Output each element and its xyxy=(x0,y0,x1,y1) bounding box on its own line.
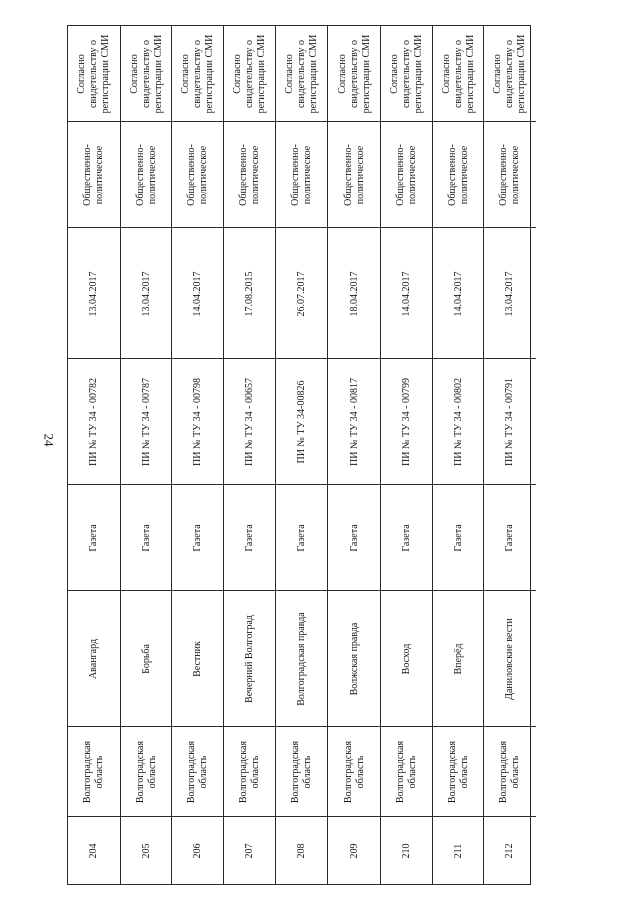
basis-text: Согласно свидетельству о регистрации СМИ xyxy=(336,34,372,113)
cell-region xyxy=(381,726,433,817)
cell-reg xyxy=(121,358,172,485)
cell-num xyxy=(121,816,172,885)
cell-topic xyxy=(433,121,484,228)
num-text: 208 xyxy=(296,843,307,859)
name-text: Вечерний Волгоград xyxy=(244,615,255,703)
cell-name xyxy=(172,590,224,727)
basis-text: Согласно свидетельству о регистрации СМИ xyxy=(492,34,527,113)
region-text: Волгоградская область xyxy=(395,740,418,804)
date-text: 14.04.2017 xyxy=(192,271,203,316)
basis-text: Согласно свидетельству о регистрации СМИ xyxy=(76,34,111,113)
cell-name xyxy=(276,590,328,727)
cell-num xyxy=(224,816,276,885)
table-row xyxy=(327,26,381,884)
cell-num xyxy=(68,816,120,885)
name-text: Авангард xyxy=(88,638,99,680)
reg-text: ПИ № ТУ 34 - 00802 xyxy=(452,377,464,467)
reg-text: ПИ № ТУ 34 - 00799 xyxy=(401,377,412,467)
region-text: Волгоградская область xyxy=(134,740,158,804)
topic-text: Общественно-политическое xyxy=(82,144,105,206)
cell-type xyxy=(484,484,536,591)
date-text: 13.04.2017 xyxy=(504,271,515,316)
cell-date xyxy=(276,227,328,359)
cell-basis xyxy=(381,26,433,121)
topic-text: Общественно-политическое xyxy=(498,144,521,206)
table-row xyxy=(120,26,172,884)
region-text: Волгоградская область xyxy=(498,740,521,804)
cell-region xyxy=(433,726,484,817)
region-text: Волгоградская область xyxy=(446,740,470,804)
page-number: 24 xyxy=(41,433,57,447)
cell-region xyxy=(224,726,276,817)
cell-num xyxy=(433,816,484,885)
cell-num xyxy=(172,816,224,885)
basis-text: Согласно свидетельству о регистрации СМИ xyxy=(180,34,215,113)
cell-reg xyxy=(224,358,276,485)
name-text: Восход xyxy=(401,643,412,675)
cell-reg xyxy=(381,358,433,485)
cell-reg xyxy=(172,358,224,485)
basis-text: Согласно свидетельству о регистрации СМИ xyxy=(440,34,476,113)
cell-date xyxy=(433,227,484,359)
cell-basis xyxy=(121,26,172,121)
cell-region xyxy=(484,726,536,817)
date-text: 18.04.2017 xyxy=(348,271,360,316)
cell-basis xyxy=(433,26,484,121)
table-row xyxy=(171,26,224,884)
region-text: Волгоградская область xyxy=(186,740,209,804)
basis-text: Согласно свидетельству о регистрации СМИ xyxy=(389,34,424,113)
cell-date xyxy=(328,227,381,359)
num-text: 205 xyxy=(140,843,152,859)
cell-topic xyxy=(328,121,381,228)
type-text: Газета xyxy=(348,524,360,552)
reg-text: ПИ № ТУ 34 - 00782 xyxy=(88,377,99,467)
cell-topic xyxy=(172,121,224,228)
cell-date xyxy=(172,227,224,359)
date-text: 13.04.2017 xyxy=(88,271,99,316)
cell-name xyxy=(68,590,120,727)
cell-date xyxy=(381,227,433,359)
num-text: 210 xyxy=(401,843,412,859)
cell-type xyxy=(172,484,224,591)
cell-type xyxy=(328,484,381,591)
topic-text: Общественно-политическое xyxy=(446,144,470,206)
cell-name xyxy=(224,590,276,727)
cell-reg xyxy=(328,358,381,485)
cell-num xyxy=(484,816,536,885)
media-registry-table xyxy=(67,25,531,885)
cell-reg xyxy=(276,358,328,485)
cell-basis xyxy=(172,26,224,121)
cell-region xyxy=(68,726,120,817)
cell-basis xyxy=(328,26,381,121)
table-row xyxy=(483,26,536,884)
type-text: Газета xyxy=(192,524,203,552)
cell-type xyxy=(121,484,172,591)
cell-region xyxy=(121,726,172,817)
cell-type xyxy=(276,484,328,591)
num-text: 206 xyxy=(192,843,203,859)
cell-topic xyxy=(121,121,172,228)
topic-text: Общественно-политическое xyxy=(290,144,313,206)
table-row xyxy=(275,26,328,884)
name-text: Вперёд xyxy=(452,643,464,675)
reg-text: ПИ № ТУ 34-00826 xyxy=(296,380,307,464)
cell-type xyxy=(224,484,276,591)
type-text: Газета xyxy=(504,524,515,552)
basis-text: Согласно свидетельству о регистрации СМИ xyxy=(232,34,267,113)
cell-num xyxy=(276,816,328,885)
type-text: Газета xyxy=(296,524,307,552)
cell-region xyxy=(328,726,381,817)
cell-num xyxy=(381,816,433,885)
name-text: Волжская правда xyxy=(348,622,360,696)
cell-name xyxy=(484,590,536,727)
cell-topic xyxy=(224,121,276,228)
cell-name xyxy=(328,590,381,727)
cell-type xyxy=(381,484,433,591)
cell-reg xyxy=(484,358,536,485)
date-text: 14.04.2017 xyxy=(401,271,412,316)
cell-topic xyxy=(276,121,328,228)
cell-num xyxy=(328,816,381,885)
type-text: Газета xyxy=(140,524,152,552)
region-text: Волгоградская область xyxy=(238,740,261,804)
name-text: Даниловские вести xyxy=(504,618,515,700)
table-row xyxy=(223,26,276,884)
reg-text: ПИ № ТУ 34 - 00657 xyxy=(244,377,255,467)
num-text: 204 xyxy=(88,843,99,859)
type-text: Газета xyxy=(401,524,412,552)
cell-topic xyxy=(484,121,536,228)
name-text: Волгоградская правда xyxy=(296,612,307,706)
table-row xyxy=(68,26,120,884)
cell-basis xyxy=(276,26,328,121)
num-text: 209 xyxy=(348,843,360,859)
cell-date xyxy=(121,227,172,359)
num-text: 212 xyxy=(504,843,515,859)
topic-text: Общественно-политическое xyxy=(134,144,158,206)
basis-text: Согласно свидетельству о регистрации СМИ xyxy=(128,34,164,113)
cell-date xyxy=(484,227,536,359)
cell-date xyxy=(224,227,276,359)
date-text: 14.04.2017 xyxy=(452,271,464,316)
cell-basis xyxy=(224,26,276,121)
cell-date xyxy=(68,227,120,359)
type-text: Газета xyxy=(452,524,464,552)
topic-text: Общественно-политическое xyxy=(186,144,209,206)
reg-text: ПИ № ТУ 34 - 00791 xyxy=(504,377,515,467)
type-text: Газета xyxy=(88,524,99,552)
cell-topic xyxy=(381,121,433,228)
type-text: Газета xyxy=(244,524,255,552)
reg-text: ПИ № ТУ 34 - 00817 xyxy=(348,377,360,467)
cell-name xyxy=(433,590,484,727)
basis-text: Согласно свидетельству о регистрации СМИ xyxy=(284,34,319,113)
cell-name xyxy=(381,590,433,727)
cell-region xyxy=(172,726,224,817)
num-text: 207 xyxy=(244,843,255,859)
cell-basis xyxy=(484,26,536,121)
cell-type xyxy=(68,484,120,591)
topic-text: Общественно-политическое xyxy=(342,144,366,206)
cell-name xyxy=(121,590,172,727)
name-text: Вестник xyxy=(192,641,203,677)
topic-text: Общественно-политическое xyxy=(395,144,418,206)
cell-region xyxy=(276,726,328,817)
region-text: Волгоградская область xyxy=(342,740,366,804)
cell-reg xyxy=(433,358,484,485)
date-text: 26.07.2017 xyxy=(296,271,307,316)
topic-text: Общественно-политическое xyxy=(238,144,261,206)
cell-reg xyxy=(68,358,120,485)
table-row xyxy=(432,26,484,884)
date-text: 17.08.2015 xyxy=(244,271,255,316)
table-row xyxy=(380,26,433,884)
reg-text: ПИ № ТУ 34 - 00798 xyxy=(192,377,203,467)
cell-basis xyxy=(68,26,120,121)
cell-type xyxy=(433,484,484,591)
region-text: Волгоградская область xyxy=(82,740,105,804)
date-text: 13.04.2017 xyxy=(140,271,152,316)
region-text: Волгоградская область xyxy=(290,740,313,804)
name-text: Борьба xyxy=(140,644,152,674)
reg-text: ПИ № ТУ 34 - 00787 xyxy=(140,377,152,467)
cell-topic xyxy=(68,121,120,228)
num-text: 211 xyxy=(452,843,464,859)
